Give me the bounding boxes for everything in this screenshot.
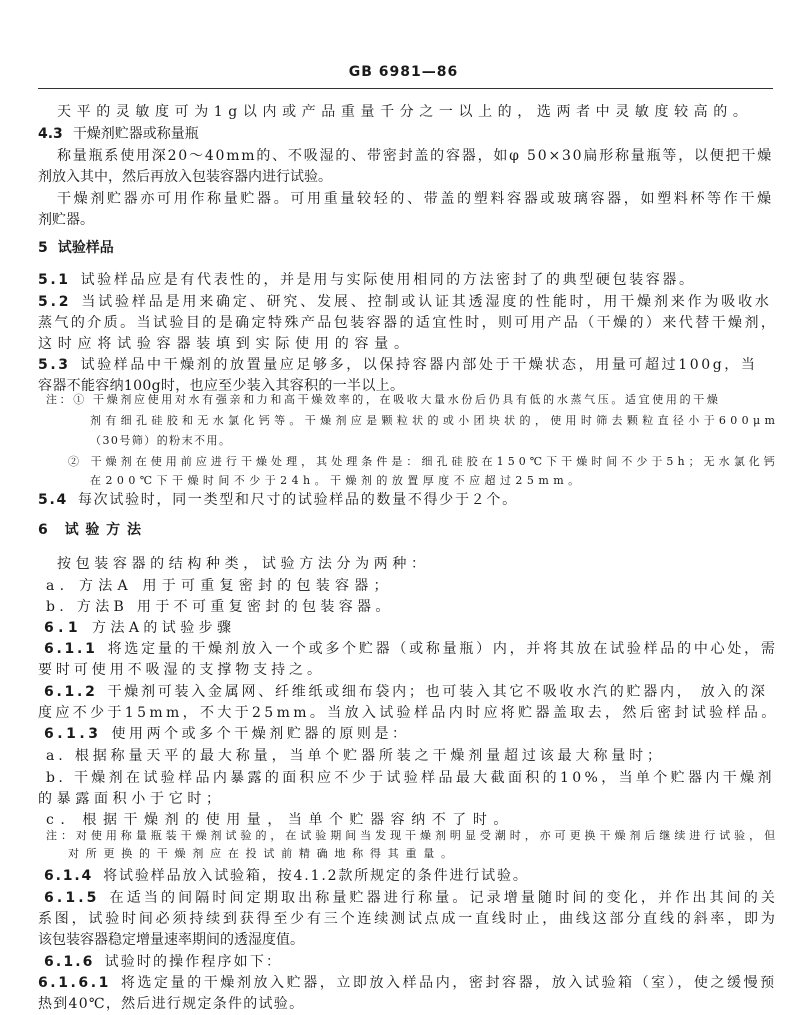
text-line — [38, 975, 777, 991]
text-line — [38, 315, 777, 331]
standard-header: GB 6981—86 — [348, 64, 459, 80]
clause-number: 6 — [38, 522, 55, 538]
text-line — [46, 812, 514, 828]
note-line: ② 干燥剂在使用前应进行干燥处理，其处理条件是：细孔硅胶在150℃下干燥时间不少于5h；无水氯化钙 — [68, 455, 779, 468]
line-text: 蒸气的介质。当试验目的是确定特殊产品包装容器的适宜性时，则可用产品（干燥的）来代替干燥剂， — [38, 315, 778, 331]
line-text: 当试验样品是用来确定、研究、发展、控制或认证其透湿度的性能时，用干燥剂来作为吸收水 — [81, 294, 772, 310]
clause-number: 6.1.3 — [44, 726, 102, 742]
line-text: 按包装容器的结构种类，试验方法分为两种： — [57, 556, 430, 572]
line-text: 要时可使用不吸湿的支撑物支持之。 — [38, 662, 325, 678]
clause-number: 6.1.5 — [44, 890, 100, 906]
clause-number: 5.4 — [38, 492, 68, 508]
line-text: 将试验样品放入试验箱，按4.1.2款所规定的条件进行试验。 — [103, 868, 529, 884]
text-line — [57, 148, 773, 164]
clause-number: 6.1.6 — [44, 954, 95, 970]
text-line — [46, 599, 394, 615]
clause-number: 4.3 — [38, 126, 63, 142]
text-line — [44, 868, 529, 884]
line-text: c. 根据干燥剂的使用量，当单个贮器容纳不了时。 — [46, 812, 514, 828]
text-line — [57, 556, 430, 572]
clause-number: 6.1.4 — [44, 868, 94, 884]
clause-number: 5.2 — [38, 294, 72, 310]
line-text: 度应不少于15mm，不大于25mm。当放入试验样品内时应将贮器盖取去，然后密封试验样品。 — [38, 705, 779, 721]
text-line — [38, 791, 225, 807]
line-text: 热到40℃，然后进行规定条件的试验。 — [38, 996, 305, 1012]
text-line — [46, 578, 393, 594]
text-line — [38, 169, 332, 185]
note-line: 注：① 干燥剂应使用对水有强亲和力和高干燥效率的，在吸收大量水份后仍具有低的水蒸气压。适宜使用的干燥 — [46, 393, 721, 406]
text-line — [44, 684, 768, 700]
text-line — [38, 126, 199, 142]
section-heading — [38, 522, 148, 538]
line-text: 试验样品中干燥剂的放置量应足够多，以保持容器内部处于干燥状态，用量可超过100g，当 — [80, 357, 758, 373]
clause-number: 5 — [38, 240, 48, 256]
line-text: 试验方法 — [64, 522, 148, 538]
line-text: 将选定量的干燥剂放入一个或多个贮器（或称量瓶）内，并将其放在试验样品的中心处，需 — [107, 641, 778, 657]
text-line — [44, 641, 778, 657]
line-text: 使用两个或多个干燥剂贮器的原则是： — [111, 726, 410, 742]
line-text: 天平的灵敏度可为1g以内或产品重量千分之一以上的，选两者中灵敏度较高的。 — [57, 104, 753, 120]
note-line: 在200℃下干燥时间不少于24h。干燥剂的放置厚度不应超过25mm。 — [90, 474, 584, 487]
clause-number: 5.1 — [38, 272, 71, 288]
text-line — [38, 272, 696, 288]
clause-number: 6.1.6.1 — [38, 975, 111, 991]
text-line — [44, 620, 235, 636]
text-line — [38, 378, 404, 394]
line-text: 干燥剂可装入金属网、纤维纸或细布袋内；也可装入其它不吸收水汽的贮器内， 放入的深 — [107, 684, 768, 700]
text-line — [46, 748, 665, 764]
line-text: 方法A的试验步骤 — [92, 620, 236, 636]
clause-number: 6.1.1 — [44, 641, 98, 657]
text-line — [38, 911, 778, 927]
text-line — [38, 357, 758, 373]
line-text: 在适当的间隔时间定期取出称量贮器进行称量。记录增量随时间的变化，并作出其间的关 — [109, 890, 779, 906]
text-line — [38, 705, 779, 721]
line-text: 干燥剂贮器或称量瓶 — [72, 126, 199, 142]
note-line: 对所更换的干燥剂应在投试前精确地称得其重量。 — [68, 847, 459, 860]
text-line — [46, 770, 775, 786]
line-text: 剂放入其中，然后再放入包装容器内进行试验。 — [38, 169, 332, 185]
text-line — [57, 104, 752, 120]
line-text: 称量瓶系使用深20～40mm的、不吸湿的、带密封盖的容器，如φ 50×30扁形称量瓶等，以便把干燥 — [57, 148, 773, 164]
text-line — [38, 492, 518, 508]
text-line — [38, 336, 414, 352]
line-text: 的暴露面积小于它时； — [38, 791, 225, 807]
line-text: 这时应将试验容器装填到实际使用的容量。 — [38, 336, 414, 352]
text-line — [38, 294, 772, 310]
line-text: b. 干燥剂在试验样品内暴露的面积应不少于试验样品最大截面积的10%，当单个贮器内干燥剂 — [46, 770, 775, 786]
line-text: b. 方法B 用于不可重复密封的包装容器。 — [46, 599, 394, 615]
line-text: 将选定量的干燥剂放入贮器，立即放入样品内，密封容器，放入试验箱（室），使之缓慢预 — [120, 975, 777, 991]
clause-number: 6.1.2 — [44, 684, 98, 700]
text-line — [44, 890, 778, 906]
line-text: 每次试验时，同一类型和尺寸的试验样品的数量不得少于２个。 — [77, 492, 518, 508]
text-line — [44, 954, 282, 970]
line-text: 该包装容器稳定增量速率期间的透湿度值。 — [38, 932, 304, 948]
clause-number: 5.3 — [38, 357, 71, 373]
line-text: 系图，试验时间必须持续到获得至少有三个连续测试点成一直线时止，曲线这部分直线的斜率，即为 — [38, 911, 778, 927]
line-text: 试验样品 — [57, 240, 114, 256]
line-text: a. 根据称量天平的最大称量，当单个贮器所装之干燥剂量超过该最大称量时； — [46, 748, 665, 764]
line-text: 试验样品应是有代表性的，并是用与实际使用相同的方法密封了的典型硬包装容器。 — [80, 272, 696, 288]
line-text: a. 方法A 用于可重复密封的包装容器； — [46, 578, 393, 594]
text-line — [38, 996, 304, 1012]
line-text: 容器不能容纳100g时，也应至少装入其容积的一半以上。 — [38, 378, 405, 394]
line-text: 剂贮器。 — [38, 212, 94, 228]
note-line: 剂有细孔硅胶和无水氯化钙等。干燥剂应是颗粒状的或小团块状的，使用时筛去颗粒直径小于600μm — [90, 414, 780, 427]
text-line — [38, 212, 94, 228]
text-line — [57, 191, 774, 207]
text-line — [38, 932, 304, 948]
header-rule — [38, 88, 773, 89]
text-line — [44, 726, 410, 742]
text-line — [38, 662, 325, 678]
line-text: 试验时的操作程序如下： — [104, 954, 283, 970]
note-line: （30号筛）的粉末不用。 — [90, 434, 232, 447]
clause-number: 6.1 — [44, 620, 83, 636]
section-heading — [38, 240, 114, 256]
line-text: 干燥剂贮器亦可用作称量贮器。可用重量较轻的、带盖的塑料容器或玻璃容器，如塑料杯等作干燥 — [57, 191, 774, 207]
note-line: 注：对使用称量瓶装干燥剂试验的，在试验期间当发现干燥剂明显受潮时，亦可更换干燥剂后继续进行试验，但 — [46, 829, 780, 842]
